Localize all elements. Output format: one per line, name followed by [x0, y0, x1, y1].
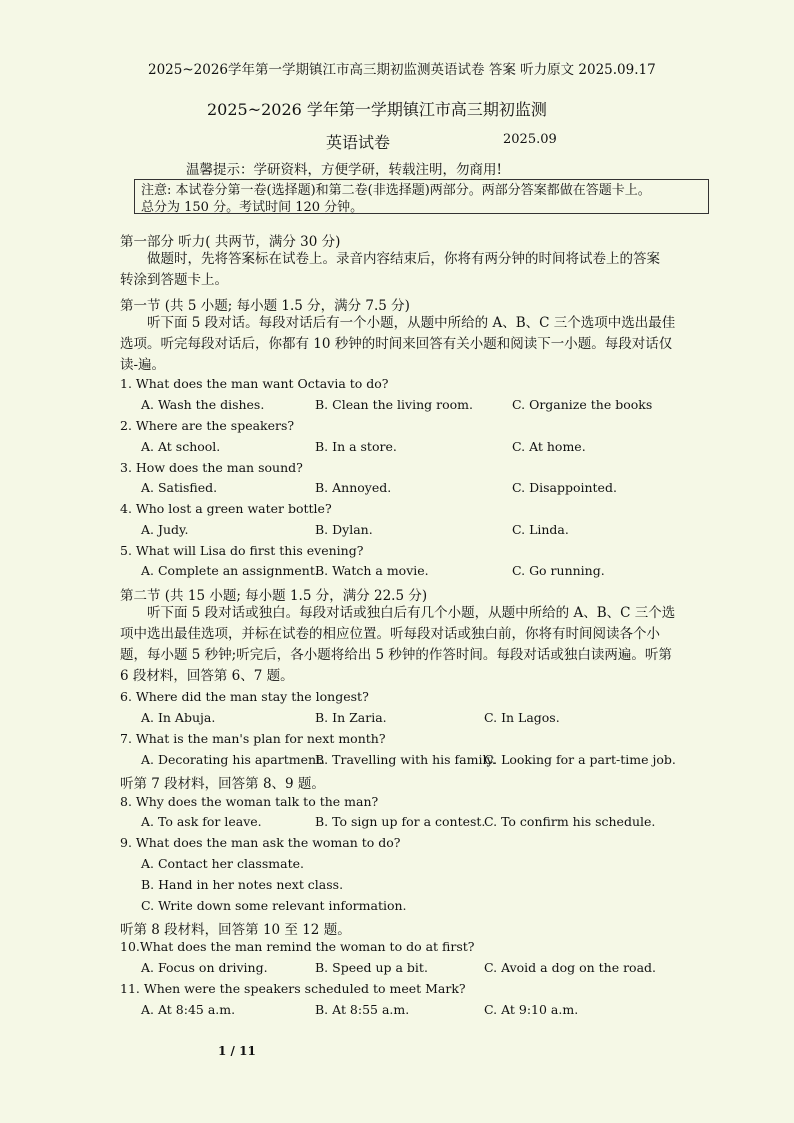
question-2: 2. Where are the speakers? — [120, 418, 295, 433]
top-header-line: 2025~2026学年第一学期镇江市高三期初监测英语试卷 答案 听力原文 2025.09.17 — [148, 62, 656, 78]
q11-option-c[interactable]: C. At 9:10 a.m. — [484, 1002, 579, 1017]
question-6: 6. Where did the man stay the longest? — [120, 689, 369, 704]
q7-option-a[interactable]: A. Decorating his apartment. — [141, 752, 326, 767]
q9-option-b[interactable]: B. Hand in her notes next class. — [141, 877, 344, 892]
notice-line-2: 总分为 150 分。考试时间 120 分钟。 — [141, 200, 364, 215]
notice-box — [134, 179, 709, 214]
notice-line-1: 注意: 本试卷分第一卷(选择题)和第二卷(非选择题)两部分。两部分答案都做在答题卡上。 — [141, 183, 651, 198]
question-8: 8. Why does the woman talk to the man? — [120, 794, 379, 809]
q5-option-b[interactable]: B. Watch a movie. — [315, 563, 429, 578]
q2-option-b[interactable]: B. In a store. — [315, 439, 397, 454]
question-3: 3. How does the man sound? — [120, 460, 303, 475]
section1-intro: 听下面 5 段对话。每段对话后有一个小题，从题中所给的 A、B、C 三个选项中选出最佳选项。听完每段对话后，你都有 10 秒钟的时间来回答有关小题和阅读下一小题。每段对话仅读-遍。 — [120, 315, 676, 373]
page-number: 1 / 11 — [218, 1044, 256, 1058]
q10-option-a[interactable]: A. Focus on driving. — [141, 960, 268, 975]
q6-option-c[interactable]: C. In Lagos. — [484, 710, 560, 725]
q5-option-c[interactable]: C. Go running. — [512, 563, 605, 578]
q2-option-c[interactable]: C. At home. — [512, 439, 586, 454]
question-4: 4. Who lost a green water bottle? — [120, 501, 332, 516]
material-7-instruction: 听第 7 段材料，回答第 8、9 题。 — [120, 776, 325, 792]
question-5: 5. What will Lisa do first this evening? — [120, 543, 364, 558]
part1-intro: 做题时，先将答案标在试卷上。录音内容结束后，你将有两分钟的时间将试卷上的答案转涂到答题卡上。 — [120, 251, 660, 288]
q7-option-b[interactable]: B. Travelling with his family. — [315, 752, 496, 767]
q4-option-c[interactable]: C. Linda. — [512, 522, 569, 537]
q11-option-a[interactable]: A. At 8:45 a.m. — [141, 1002, 236, 1017]
q6-option-a[interactable]: A. In Abuja. — [141, 710, 216, 725]
q10-option-c[interactable]: C. Avoid a dog on the road. — [484, 960, 656, 975]
q11-option-b[interactable]: B. At 8:55 a.m. — [315, 1002, 410, 1017]
q8-option-b[interactable]: B. To sign up for a contest. — [315, 814, 486, 829]
q10-option-b[interactable]: B. Speed up a bit. — [315, 960, 428, 975]
material-8-instruction: 听第 8 段材料，回答第 10 至 12 题。 — [120, 922, 351, 938]
q9-option-c[interactable]: C. Write down some relevant information. — [141, 898, 407, 913]
q8-option-c[interactable]: C. To confirm his schedule. — [484, 814, 656, 829]
q1-option-c[interactable]: C. Organize the books — [512, 397, 653, 412]
q3-option-b[interactable]: B. Annoyed. — [315, 480, 392, 495]
q9-option-a[interactable]: A. Contact her classmate. — [141, 856, 304, 871]
q1-option-a[interactable]: A. Wash the dishes. — [141, 397, 265, 412]
q6-option-b[interactable]: B. In Zaria. — [315, 710, 387, 725]
q4-option-b[interactable]: B. Dylan. — [315, 522, 373, 537]
q4-option-a[interactable]: A. Judy. — [141, 522, 189, 537]
question-1: 1. What does the man want Octavia to do? — [120, 376, 389, 391]
question-9: 9. What does the man ask the woman to do? — [120, 835, 401, 850]
exam-date: 2025.09 — [503, 132, 557, 147]
exam-subtitle: 英语试卷 — [326, 133, 391, 152]
part1-title: 第一部分 听力( 共两节，满分 30 分) — [120, 234, 341, 250]
exam-title: 2025~2026 学年第一学期镇江市高三期初监测 — [207, 100, 547, 119]
question-7: 7. What is the man's plan for next month? — [120, 731, 386, 746]
q7-option-c[interactable]: C. Looking for a part-time job. — [484, 752, 676, 767]
tip-text: 温馨提示：学研资料，方便学研，转载注明，勿商用! — [186, 162, 502, 178]
q2-option-a[interactable]: A. At school. — [141, 439, 221, 454]
section2-intro: 听下面 5 段对话或独白。每段对话或独白后有几个小题，从题中所给的 A、B、C 三个选项中选出最佳选项，并标在试卷的相应位置。听每段对话或独白前，你将有时间阅读各个小题，每小题 5 秒钟;听完后，各小题将给出 5 秒钟的作答时间。每段对话或独白读两遍。听第 6 段材料，回答第 6、7 题。 — [120, 605, 676, 684]
q8-option-a[interactable]: A. To ask for leave. — [141, 814, 262, 829]
section1-title: 第一节 (共 5 小题; 每小题 1.5 分，满分 7.5 分) — [120, 298, 410, 314]
question-11: 11. When were the speakers scheduled to meet Mark? — [120, 981, 466, 996]
q3-option-a[interactable]: A. Satisfied. — [141, 480, 218, 495]
q5-option-a[interactable]: A. Complete an assignment. — [141, 563, 319, 578]
section2-title: 第二节 (共 15 小题; 每小题 1.5 分，满分 22.5 分) — [120, 588, 428, 604]
question-10: 10.What does the man remind the woman to do at first? — [120, 939, 475, 954]
q3-option-c[interactable]: C. Disappointed. — [512, 480, 617, 495]
q1-option-b[interactable]: B. Clean the living room. — [315, 397, 473, 412]
